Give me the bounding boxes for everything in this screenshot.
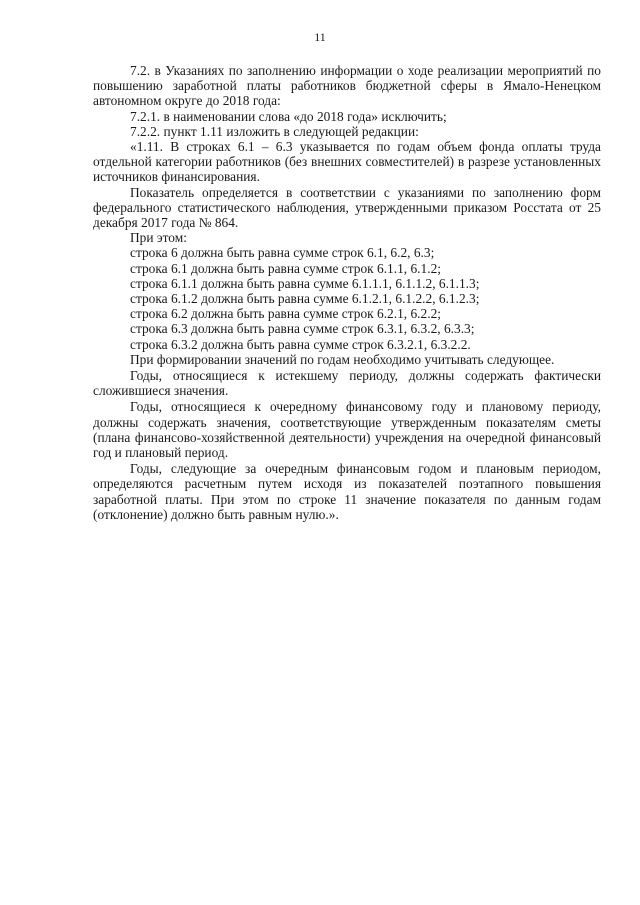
paragraph-past-years: Годы, относящиеся к истекшему периоду, должны содержать фактически сложившиеся значения.	[93, 368, 601, 399]
page-number: 11	[314, 30, 326, 44]
paragraph-pri-etom: При этом:	[130, 230, 187, 246]
list-item: строка 6.1.1 должна быть равна сумме 6.1.1.1, 6.1.1.2, 6.1.1.3;	[130, 275, 480, 291]
paragraph-1-11: «1.11. В строках 6.1 – 6.3 указывается по годам объем фонда оплаты труда отдельной категории работников (без внешних совместителей) в разрезе установленных источников финансирования.	[93, 139, 601, 185]
list-item: строка 6.1.2 должна быть равна сумме 6.1.2.1, 6.1.2.2, 6.1.2.3;	[130, 291, 480, 307]
paragraph-formation: При формировании значений по годам необходимо учитывать следующее.	[130, 351, 555, 367]
paragraph-indicator: Показатель определяется в соответствии с указаниями по заполнению форм федерального статистического наблюдения, утвержденными приказом Росстата от 25 декабря 2017 года № 864.	[93, 184, 601, 231]
list-item: строка 6.3.2 должна быть равна сумме строк 6.3.2.1, 6.3.2.2.	[130, 336, 471, 352]
list-item: строка 6.1 должна быть равна сумме строк 6.1.1, 6.1.2;	[130, 260, 441, 276]
paragraph-current-years: Годы, относящиеся к очередному финансовому году и плановому периоду, должны содержать значения, соответствующие утвержденным показателям сметы (плана финансово-хозяйственной деятельности) учреждения на очередной финансовый год и плановый период.	[93, 399, 601, 461]
paragraph-7-2: 7.2. в Указаниях по заполнению информации о ходе реализации мероприятий по повышению заработной платы работников бюджетной сферы в Ямало-Ненецком автономном округе до 2018 года:	[93, 63, 601, 109]
document-body	[93, 63, 601, 523]
paragraph-future-years: Годы, следующие за очередным финансовым годом и плановым периодом, определяются расчетным путем исходя из показателей поэтапного повышения заработной платы. При этом по строке 11 значение показателя по данным годам (отклонение) должно быть равным нулю.».	[93, 461, 601, 522]
paragraph-7-2-1: 7.2.1. в наименовании слова «до 2018 года» исключить;	[130, 108, 447, 124]
paragraph-7-2-2: 7.2.2. пункт 1.11 изложить в следующей редакции:	[130, 123, 419, 139]
list-item: строка 6.3 должна быть равна сумме строк 6.3.1, 6.3.2, 6.3.3;	[130, 321, 475, 337]
list-item: строка 6 должна быть равна сумме строк 6.1, 6.2, 6.3;	[130, 245, 435, 261]
list-item: строка 6.2 должна быть равна сумме строк 6.2.1, 6.2.2;	[130, 306, 441, 322]
